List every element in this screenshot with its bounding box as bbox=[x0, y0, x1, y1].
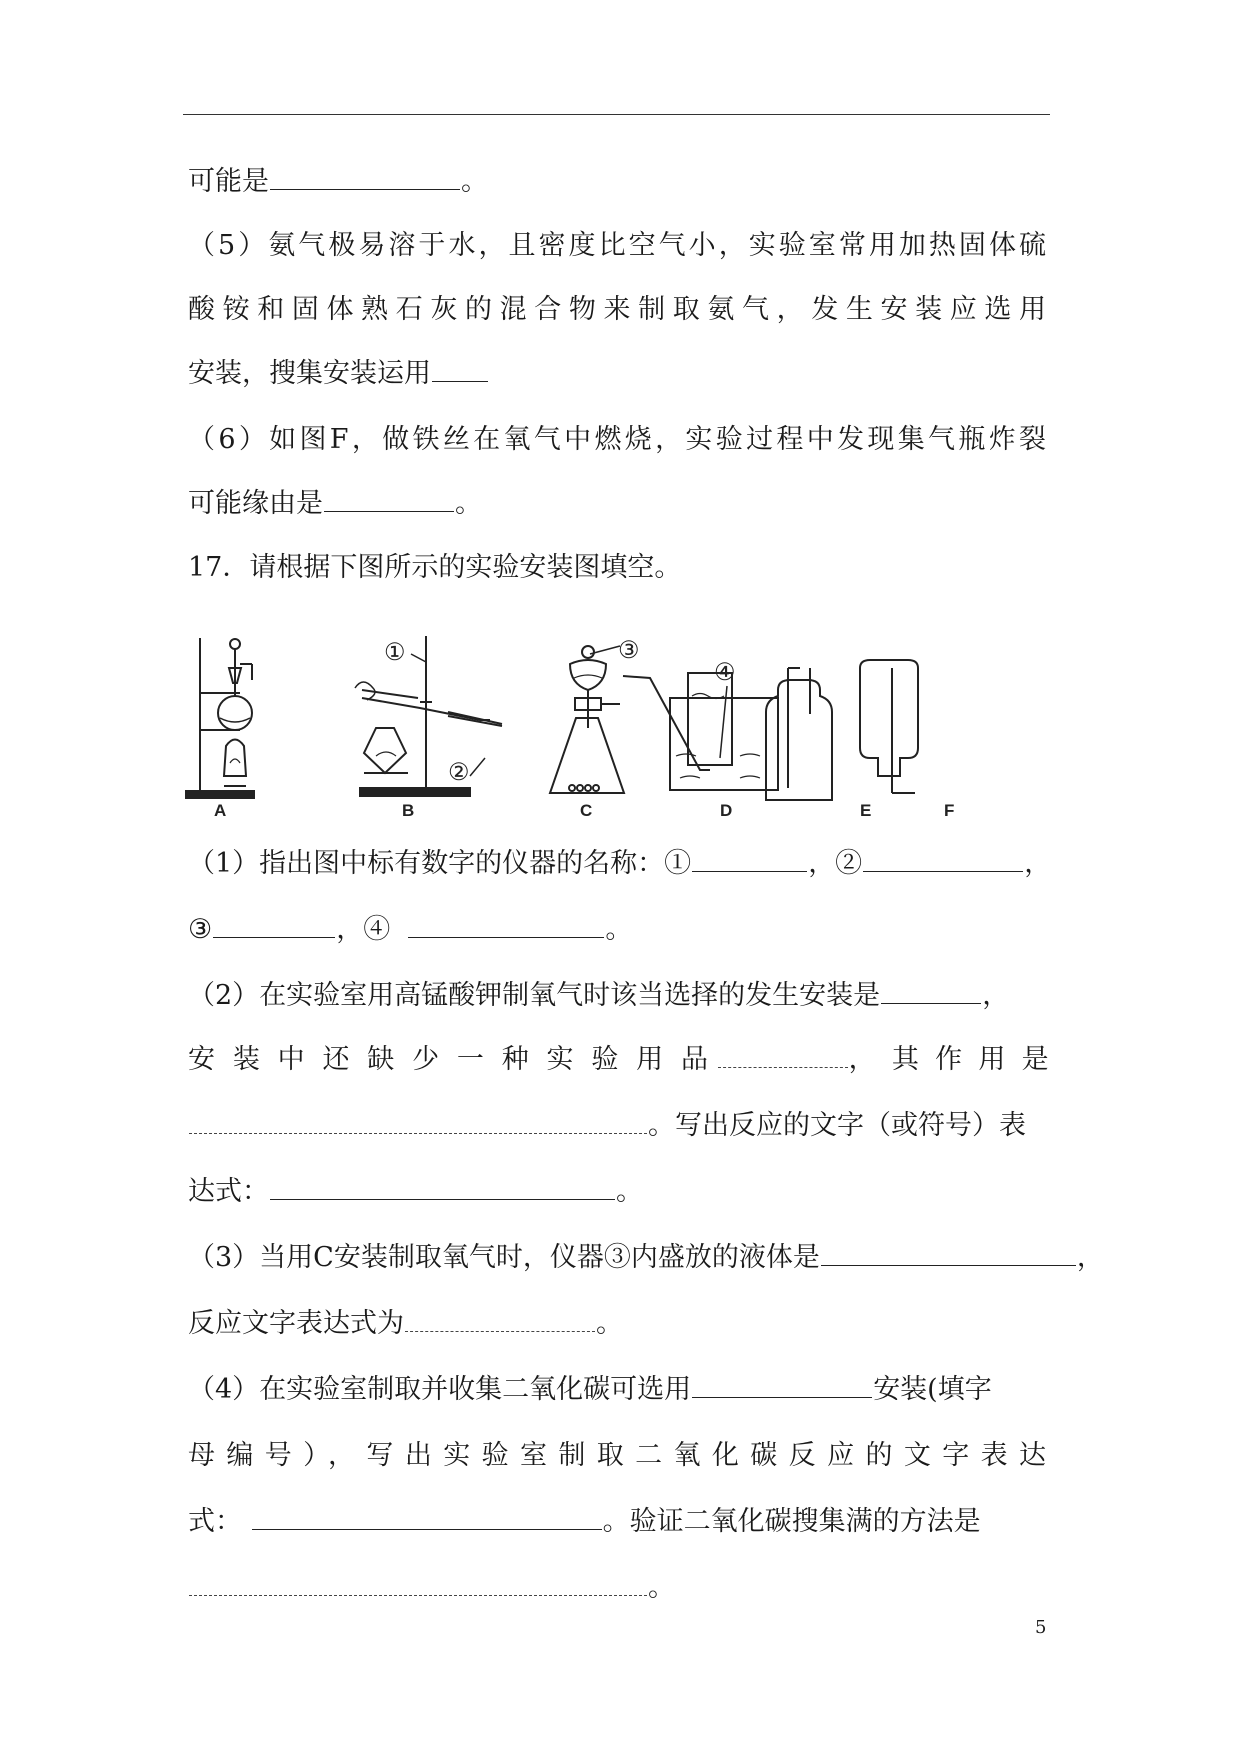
answer-blank[interactable] bbox=[189, 1571, 647, 1596]
answer-blank[interactable] bbox=[718, 1043, 848, 1068]
header-rule bbox=[183, 114, 1050, 115]
text: 。 bbox=[455, 488, 482, 519]
answer-blank[interactable] bbox=[821, 1241, 1076, 1266]
label-a: A bbox=[214, 801, 227, 818]
q2-line-4 bbox=[188, 1172, 643, 1212]
answer-blank-1[interactable] bbox=[692, 847, 807, 872]
text: 。 bbox=[648, 1572, 675, 1603]
text: 式： bbox=[188, 1506, 242, 1537]
line-6 bbox=[188, 484, 482, 524]
text: （6）如图F，做铁丝在氧气中燃烧，实验过程中发现集气瓶炸裂 bbox=[188, 424, 1046, 455]
text: ，其作用是 bbox=[848, 1044, 1049, 1075]
text: ， bbox=[1076, 1242, 1104, 1273]
text: ， bbox=[1024, 848, 1052, 879]
line-4 bbox=[188, 354, 489, 394]
text: ， bbox=[982, 980, 1010, 1011]
answer-blank[interactable] bbox=[432, 357, 488, 382]
label-e: E bbox=[860, 801, 872, 818]
q3-line-2 bbox=[188, 1304, 623, 1344]
answer-blank[interactable] bbox=[881, 979, 981, 1004]
label-d: D bbox=[720, 801, 733, 818]
answer-blank[interactable] bbox=[692, 1373, 872, 1398]
line-5 bbox=[188, 420, 1046, 460]
line-2 bbox=[188, 226, 1046, 266]
text: 。 bbox=[461, 166, 488, 197]
answer-blank[interactable] bbox=[252, 1505, 602, 1530]
apparatus-figure bbox=[180, 628, 1020, 818]
marker-4: ④ bbox=[714, 659, 736, 686]
answer-blank-3[interactable] bbox=[213, 913, 335, 938]
text: 。写出反应的文字（或符号）表 bbox=[648, 1110, 1026, 1141]
marker-3: ③ bbox=[618, 637, 640, 664]
apparatus-e bbox=[766, 668, 832, 800]
apparatus-f bbox=[860, 660, 918, 793]
apparatus-c bbox=[550, 646, 624, 793]
text: （4）在实验室制取并收集二氧化碳可选用 bbox=[188, 1374, 692, 1405]
text: （2）在实验室用高锰酸钾制氧气时该当选择的发生安装是 bbox=[188, 980, 881, 1011]
question-17-title bbox=[188, 548, 681, 588]
text: 可能缘由是 bbox=[188, 488, 323, 519]
page-number: 5 bbox=[1035, 1617, 1047, 1638]
text: 。 bbox=[616, 1176, 643, 1207]
text: 酸铵和固体熟石灰的混合物来制取氨气，发生安装应选用 bbox=[188, 294, 1046, 325]
q4-line-4 bbox=[188, 1568, 675, 1608]
marker-1: ① bbox=[384, 639, 406, 666]
answer-blank[interactable] bbox=[189, 1109, 647, 1134]
text: ，④ bbox=[336, 914, 391, 945]
q4-line-1 bbox=[188, 1370, 992, 1410]
marker-2: ② bbox=[448, 759, 470, 786]
text: 反应文字表达式为 bbox=[188, 1308, 404, 1339]
text: 17．请根据下图所示的实验安装图填空。 bbox=[188, 552, 682, 583]
q3-line-1 bbox=[188, 1238, 1104, 1278]
apparatus-b bbox=[355, 636, 502, 796]
text: 。 bbox=[605, 914, 633, 945]
label-f: F bbox=[944, 801, 955, 818]
text: （3）当用C安装制取氧气时，仪器③内盛放的液体是 bbox=[188, 1242, 820, 1273]
line-1 bbox=[188, 162, 488, 202]
text: 安装(填字 bbox=[873, 1374, 992, 1405]
q4-line-2 bbox=[188, 1436, 1046, 1476]
answer-blank[interactable] bbox=[324, 487, 454, 512]
text: 安装中还缺少一种实验用品 bbox=[188, 1044, 708, 1075]
answer-blank-2[interactable] bbox=[863, 847, 1023, 872]
q2-line-3 bbox=[188, 1106, 1026, 1146]
text: （5）氨气极易溶于水，且密度比空气小，实验室常用加热固体硫 bbox=[188, 230, 1046, 261]
q4-line-3 bbox=[188, 1502, 981, 1542]
text: ③ bbox=[188, 914, 213, 945]
text: 母编号），写出实验室制取二氧化碳反应的文字表达 bbox=[188, 1440, 1046, 1471]
text: 。 bbox=[596, 1308, 623, 1339]
label-b: B bbox=[402, 801, 415, 818]
label-c: C bbox=[580, 801, 593, 818]
text: ，② bbox=[808, 848, 863, 879]
q2-line-2 bbox=[188, 1040, 1049, 1080]
text: 达式： bbox=[188, 1176, 269, 1207]
answer-blank[interactable] bbox=[270, 165, 460, 190]
answer-blank-4[interactable] bbox=[408, 913, 604, 938]
apparatus-a bbox=[186, 638, 254, 798]
text: 。验证二氧化碳搜集满的方法是 bbox=[602, 1506, 981, 1537]
q2-line-1 bbox=[188, 976, 1009, 1016]
q1-line-2 bbox=[188, 910, 632, 950]
q1-line-1 bbox=[188, 844, 1051, 884]
line-3 bbox=[188, 290, 1046, 330]
text: （1）指出图中标有数字的仪器的名称：① bbox=[188, 848, 692, 879]
text: 可能是 bbox=[188, 166, 269, 197]
answer-blank[interactable] bbox=[270, 1175, 615, 1200]
apparatus-d bbox=[623, 673, 778, 790]
marker-lines bbox=[411, 646, 727, 776]
text: 安装，搜集安装运用 bbox=[188, 358, 431, 389]
answer-blank[interactable] bbox=[405, 1307, 595, 1332]
